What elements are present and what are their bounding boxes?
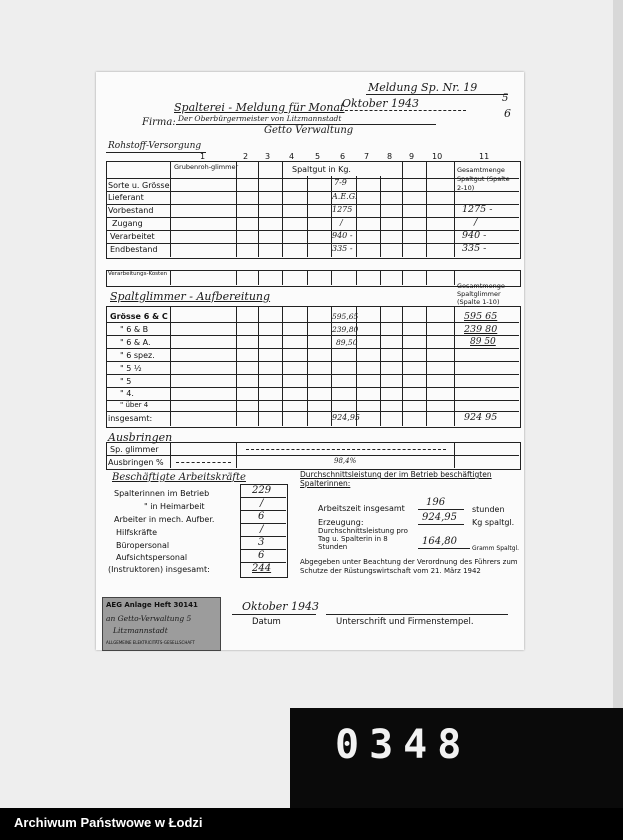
arbeitszeit-label: Arbeitszeit insgesamt [318,504,405,513]
besch-val-spalterinnen: 229 [252,485,272,496]
val-grosse-a: 89,50 [336,338,358,347]
besch-val-aufsicht: 6 [258,550,265,561]
gesamt-endbestand: 335 - [462,243,487,254]
stamp-line1: AEG Anlage Heft 30141 [106,601,198,609]
gesamt-insgesamt: 924 95 [464,412,498,423]
row-grosse-b: " 6 & B [120,325,149,334]
spaltgut-header: Spaltgut in Kg. [292,165,351,174]
col-number-5: 5 [315,152,321,161]
val-verarbeitet: 940 - [332,231,353,240]
gesamt-verarbeitet: 940 - [462,230,487,241]
stamp-line4: ALLGEMEINE ELEKTRICITÄTS-GESELLSCHAFT [106,640,195,645]
arbeitszeit-unit: stunden [472,505,505,514]
col-number-6: 6 [340,152,346,161]
val-zugang: / [340,218,343,227]
durchschnitt-value: 164,80 [422,536,457,547]
besch-val-heimarbeit: / [260,498,264,509]
spaltglimmer-title: Spaltglimmer - Aufbereitung [110,290,271,303]
besch-heimarbeit: " in Heimarbeit [144,502,205,511]
row-grosse-spez: " 6 spez. [120,351,155,360]
besch-hilfskrafte: Hilfskräfte [116,528,158,537]
col-number-10: 10 [432,152,443,161]
col-number-11: 11 [479,152,490,161]
rohstoff-title: Rohstoff-Versorgung [108,141,202,151]
datum-label: Datum [252,617,281,627]
row-sorte: Sorte u. Grösse [108,181,170,190]
page-mark-top: 5 [502,93,509,104]
gesamt-spaltgut-header: Gesamtmenge Spaltgut (Spalte 2-10) [457,166,510,192]
row-grosse-c: Grösse 6 & C [110,312,168,321]
meldung-number: Meldung Sp. Nr. 19 [368,81,478,94]
row-grosse-uber4: " über 4 [120,401,149,409]
verarbeitungs-label: Verarbeitungs-Kosten [108,271,168,277]
arbeitszeit-value: 196 [426,497,446,508]
ausbringen-spglimmer: Sp. glimmer [110,445,159,454]
erzeugung-value: 924,95 [422,512,457,523]
archive-credit: Archiwum Państwowe w Łodzi [14,815,203,830]
row-zugang: Zugang [112,219,143,228]
durchschnitt-title: Durchschnittsleistung der im Betrieb beschäftigten Spalterinnen: [300,470,492,488]
firma-line2: Getto Verwaltung [264,125,354,136]
row-grosse-5: " 5 [120,377,132,386]
besch-spalterinnen: Spalterinnen im Betrieb [114,489,210,498]
row-endbestand: Endbestand [110,245,158,254]
val-vorbestand: 1275 [332,205,353,214]
ausbringen-percent: Ausbringen % [108,458,164,467]
signing-date: Oktober 1943 [242,600,320,613]
val-endbestand: 335 - [332,244,353,253]
row-insgesamt: insgesamt: [108,414,153,423]
col-number-2: 2 [243,152,249,161]
col-number-1: 1 [200,152,206,161]
spaltglimmer-table [106,306,521,428]
val-grosse-b: 239,80 [332,325,359,334]
photo-shadow [613,0,623,808]
val-sorte: 7-9 [334,178,347,187]
val-lieferant: A.E.G. [332,192,358,201]
form-title: Spalterei - Meldung für Monat [174,101,345,114]
beschaftigte-title: Beschäftigte Arbeitskräfte [112,472,246,483]
firma-label: Firma: [142,117,176,128]
page-mark-bottom: 6 [504,107,511,120]
besch-insgesamt: (Instruktoren) insgesamt: [108,565,210,574]
gesamt-zugang: / [474,217,478,228]
aeg-stamp [102,597,221,651]
besch-val-buropersonal: 3 [258,537,265,548]
report-month: Oktober 1943 [342,97,420,110]
besch-val-insgesamt: 244 [252,563,272,574]
gesamt-grosse-b: 239 80 [464,324,498,335]
row-verarbeitet: Verarbeitet [110,232,155,241]
row-lieferant: Lieferant [108,193,144,202]
stamp-line2: an Getto-Verwaltung 5 [106,614,192,623]
col-number-8: 8 [387,152,393,161]
ausbringen-title: Ausbringen [108,431,173,444]
besch-val-arbeiter: 6 [258,511,265,522]
grubenrohglimmer-header: Grubenroh-glimmer [174,163,239,171]
verordnung-note: Abgegeben unter Beachtung der Verordnung des Führers zum Schutze der Rüstungswirtschaft vom 21. März 1942 [300,558,518,575]
row-grosse-a: " 6 & A. [120,338,151,347]
besch-arbeiter: Arbeiter in mech. Aufber. [114,515,215,524]
stamp-line3: Litzmannstadt [113,626,168,635]
signature-label: Unterschrift und Firmenstempel. [336,617,474,627]
row-vorbestand: Vorbestand [108,206,154,215]
gesamt-vorbestand: 1275 - [462,204,493,215]
besch-buropersonal: Büropersonal [116,541,170,550]
gesamt-grosse-a: 89 50 [470,337,496,347]
frame-number: 0348 [335,722,472,768]
form-sheet [96,72,524,650]
gesamt-grosse-c: 595 65 [464,311,498,322]
col-number-4: 4 [289,152,295,161]
firma-line1: Der Oberbürgermeister von Litzmannstadt [178,114,342,123]
col-number-9: 9 [409,152,415,161]
row-grosse-5-half: " 5 ½ [120,364,142,373]
erzeugung-label: Erzeugung: [318,518,364,527]
col-number-3: 3 [265,152,271,161]
besch-val-hilfskrafte: / [260,524,264,535]
row-grosse-4: " 4. [120,389,134,398]
besch-aufsicht: Aufsichtspersonal [116,553,188,562]
erzeugung-unit: Kg spaltgl. [472,518,515,527]
col-number-7: 7 [364,152,370,161]
durchschnitt-label: Durchschnittsleistung pro Tag u. Spalterin in 8 Stunden [318,527,408,551]
val-insgesamt: 924,95 [332,413,360,422]
val-grosse-c: 595,65 [332,312,359,321]
gesamt-spaltglimmer-header: Gesamtmenge Spaltglimmer (Spalte 1-10) [457,282,505,306]
durchschnitt-unit: Gramm Spaltgl. [472,545,520,552]
ausbringen-table [106,442,521,470]
ausbringen-value: 98,4% [334,457,357,465]
